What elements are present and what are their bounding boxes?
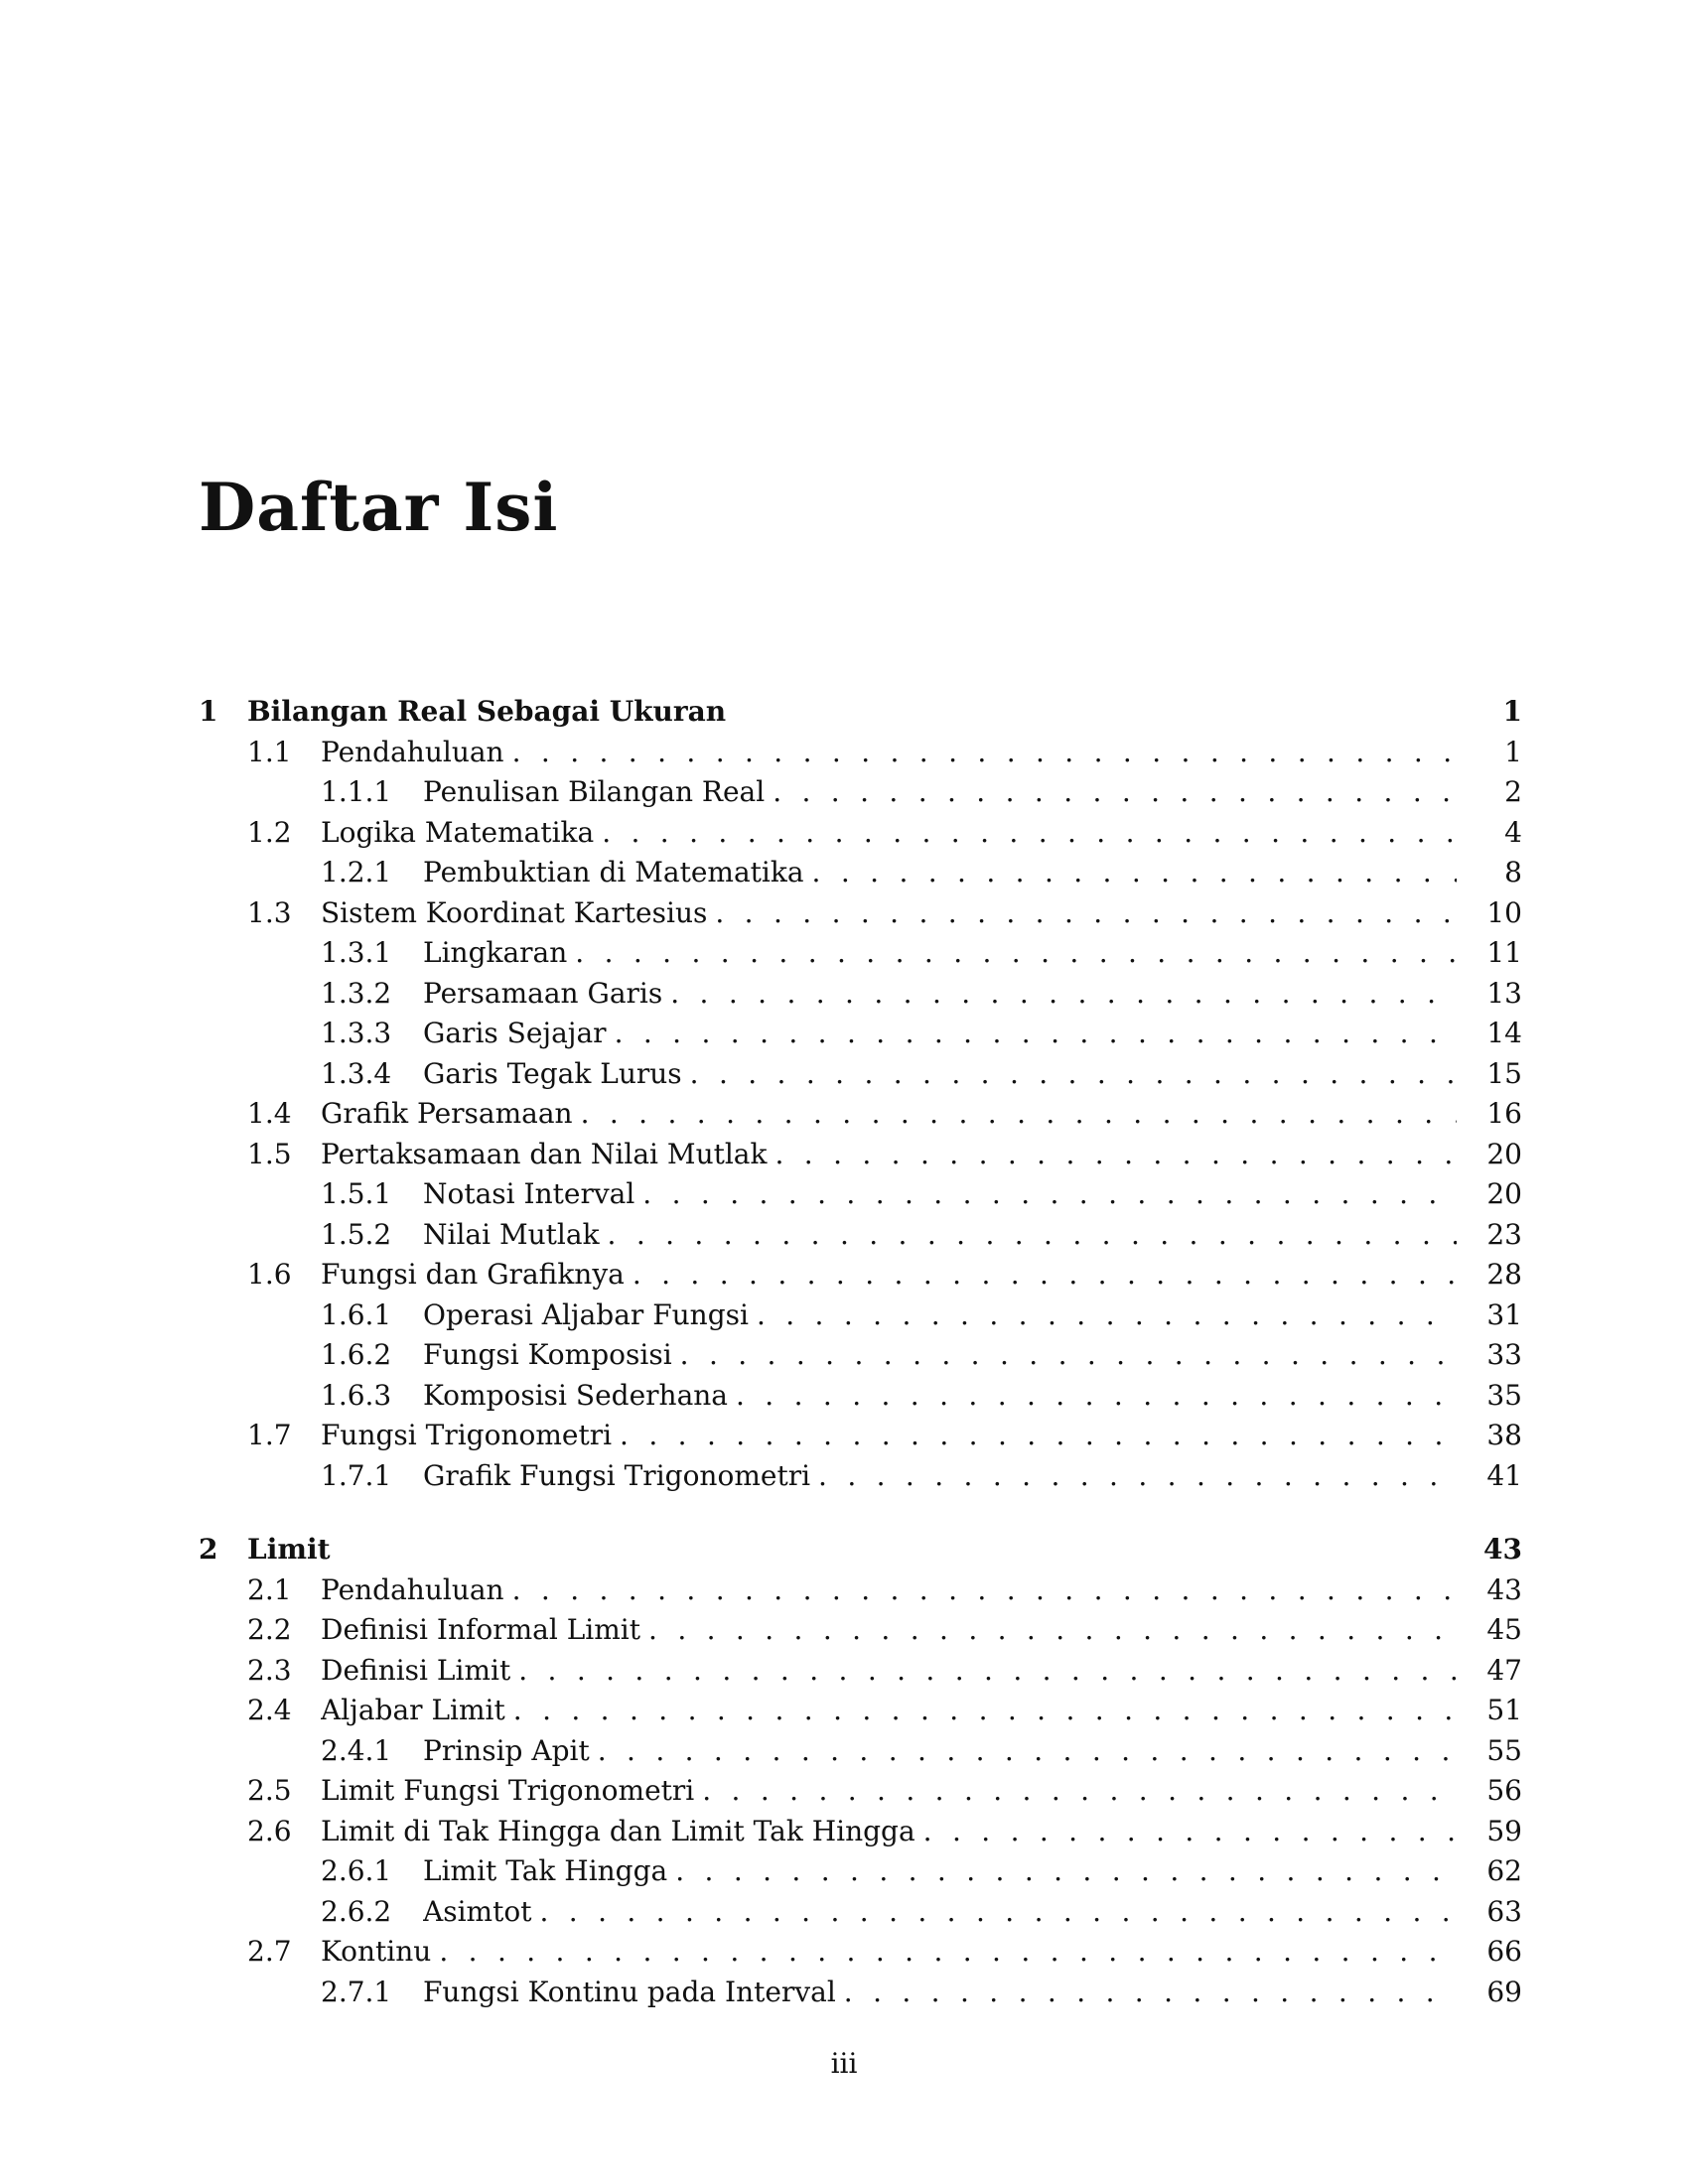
toc-entry-number: 2.6	[247, 1814, 292, 1847]
toc-entry-page-number: 38	[1486, 1419, 1522, 1451]
toc-entry-number: 1.5	[247, 1137, 292, 1170]
toc-entry-number: 2.7.1	[321, 1975, 392, 2008]
toc-subsection-row[interactable]	[199, 1335, 1522, 1376]
toc-entry-title: Limit Fungsi Trigonometri	[321, 1771, 702, 1812]
toc-dot-leader	[715, 893, 1457, 934]
toc-section-row[interactable]	[199, 1255, 1522, 1296]
toc-entry-title: Fungsi Komposisi	[423, 1335, 680, 1376]
toc-entry-title: Komposisi Sederhana	[423, 1376, 736, 1417]
toc-dot-leader	[602, 813, 1457, 854]
toc-entry-page-number: 15	[1486, 1056, 1522, 1090]
toc-dot-leader	[818, 1456, 1457, 1497]
toc-section-row[interactable]	[199, 1691, 1522, 1731]
toc-entry-page-number: 28	[1486, 1258, 1522, 1291]
toc-dot-leader	[581, 1094, 1457, 1135]
toc-entry-title-wrap	[423, 1892, 1457, 1933]
toc-entry-title-wrap	[423, 974, 1457, 1015]
toc-entry-page-number: 13	[1486, 976, 1522, 1010]
toc-entry-title-wrap	[423, 1054, 1457, 1095]
toc-entry-title: Definisi Limit	[321, 1651, 518, 1692]
toc-section-row[interactable]	[199, 1932, 1522, 1973]
toc-entry-number: 1.6.1	[321, 1297, 392, 1331]
toc-entry-title-wrap	[423, 853, 1457, 893]
toc-entry-page-number: 20	[1486, 1177, 1522, 1210]
toc-entry-title: Garis Sejajar	[423, 1014, 615, 1054]
toc-entry-title: Limit Tak Hingga	[423, 1851, 675, 1892]
toc-entry-page-number: 43	[1483, 1533, 1522, 1566]
toc-entry-title-wrap	[321, 1691, 1457, 1731]
toc-section-row[interactable]	[199, 813, 1522, 854]
toc-subsection-row[interactable]	[199, 1456, 1522, 1497]
toc-subsection-row[interactable]	[199, 1973, 1522, 2013]
toc-entry-title: Persamaan Garis	[423, 974, 670, 1015]
toc-dot-leader	[844, 1973, 1457, 2013]
toc-entry-number: 1.2.1	[321, 856, 392, 888]
toc-section-row[interactable]	[199, 733, 1522, 773]
toc-entry-title-wrap	[321, 893, 1457, 934]
toc-section-row[interactable]	[199, 893, 1522, 934]
toc-entry-title: Sistem Koordinat Kartesius	[321, 893, 715, 934]
toc-section-row[interactable]	[199, 1135, 1522, 1175]
toc-dot-leader	[513, 1691, 1457, 1731]
toc-entry-number: 1.5.2	[321, 1217, 392, 1251]
toc-entry-number: 1.3.3	[321, 1017, 392, 1049]
toc-dot-leader	[648, 1610, 1457, 1651]
toc-entry-title: Operasi Aljabar Fungsi	[423, 1296, 757, 1336]
toc-entry-number: 1.3.1	[321, 936, 392, 969]
toc-entry-title: Prinsip Apit	[423, 1731, 598, 1772]
toc-dot-leader	[615, 1014, 1457, 1054]
toc-entry-title: Penulisan Bilangan Real	[423, 772, 773, 813]
toc-entry-page-number: 23	[1486, 1217, 1522, 1251]
toc-entry-page-number: 63	[1486, 1894, 1522, 1928]
toc-entry-title: Fungsi dan Grafiknya	[321, 1255, 633, 1296]
toc-dot-leader	[773, 772, 1457, 813]
toc-entry-title-wrap	[423, 1851, 1457, 1892]
toc-entry-page-number: 10	[1486, 895, 1522, 929]
toc-entry-page-number: 16	[1486, 1097, 1522, 1130]
toc-entry-number: 2.1	[247, 1572, 292, 1606]
toc-dot-leader	[512, 733, 1457, 773]
toc-entry-title: Aljabar Limit	[321, 1691, 513, 1731]
toc-entry-title-wrap	[321, 813, 1457, 854]
toc-entry-number: 1.6.3	[321, 1378, 392, 1412]
toc-entry-page-number: 4	[1504, 815, 1522, 849]
toc-entry-page-number: 43	[1486, 1572, 1522, 1606]
toc-entry-title-wrap	[423, 1731, 1457, 1772]
toc-entry-page-number: 2	[1504, 775, 1522, 808]
toc-chapter-row[interactable]	[199, 692, 1522, 733]
toc-entry-number: 1.7	[247, 1419, 292, 1451]
toc-entry-number: 1.5.1	[321, 1177, 392, 1210]
page-title: Daftar Isi	[199, 469, 559, 546]
toc-dot-leader	[670, 974, 1457, 1015]
toc-entry-page-number: 11	[1486, 936, 1522, 969]
toc-dot-leader	[539, 1892, 1457, 1933]
toc-entry-title: Asimtot	[423, 1892, 539, 1933]
toc-entry-number: 1.1	[247, 735, 292, 768]
toc-entry-page-number: 51	[1486, 1694, 1522, 1726]
toc-entry-title-wrap	[321, 1932, 1457, 1973]
toc-entry-number: 1.3.2	[321, 976, 392, 1010]
toc-dot-leader	[774, 1135, 1457, 1175]
toc-subsection-row[interactable]	[199, 1851, 1522, 1892]
table-of-contents	[199, 692, 1522, 2012]
toc-subsection-row[interactable]	[199, 1054, 1522, 1095]
toc-entry-page-number: 45	[1486, 1613, 1522, 1646]
toc-subsection-row[interactable]	[199, 1376, 1522, 1417]
toc-entry-page-number: 69	[1486, 1975, 1522, 2008]
toc-entry-title-wrap	[423, 1335, 1457, 1376]
toc-entry-number: 1.6	[247, 1258, 292, 1291]
toc-subsection-row[interactable]	[199, 933, 1522, 974]
toc-entry-number: 2.6.2	[321, 1894, 392, 1928]
toc-entry-page-number: 1	[1504, 735, 1522, 768]
toc-dot-leader	[702, 1771, 1457, 1812]
toc-entry-page-number: 33	[1486, 1338, 1522, 1371]
toc-entry-title-wrap	[321, 1255, 1457, 1296]
toc-dot-leader	[812, 853, 1457, 893]
toc-section-row[interactable]	[199, 1651, 1522, 1692]
toc-subsection-row[interactable]	[199, 1215, 1522, 1256]
toc-entry-title: Definisi Informal Limit	[321, 1610, 648, 1651]
toc-entry-title: Logika Matematika	[321, 813, 602, 854]
toc-entry-title-wrap	[321, 1771, 1457, 1812]
toc-entry-title-wrap	[423, 933, 1457, 974]
toc-dot-leader	[680, 1335, 1457, 1376]
toc-entry-title: Nilai Mutlak	[423, 1215, 608, 1256]
toc-entry-title-wrap	[321, 1651, 1457, 1692]
toc-entry-title: Garis Tegak Lurus	[423, 1054, 690, 1095]
toc-entry-title-wrap	[423, 1014, 1457, 1054]
toc-subsection-row[interactable]	[199, 772, 1522, 813]
toc-entry-title-wrap	[321, 1610, 1457, 1651]
toc-entry-title: Limit di Tak Hingga dan Limit Tak Hingga	[321, 1812, 923, 1852]
toc-dot-leader	[608, 1215, 1457, 1256]
toc-entry-title-wrap	[321, 1135, 1457, 1175]
toc-dot-leader	[518, 1651, 1457, 1692]
toc-subsection-row[interactable]	[199, 1174, 1522, 1215]
toc-subsection-row[interactable]	[199, 974, 1522, 1015]
toc-entry-title-wrap	[423, 1456, 1457, 1497]
toc-dot-leader	[923, 1812, 1457, 1852]
toc-dot-leader	[598, 1731, 1457, 1772]
toc-entry-page-number: 62	[1486, 1854, 1522, 1887]
toc-entry-title: Bilangan Real Sebagai Ukuran	[247, 692, 734, 733]
toc-entry-page-number: 56	[1486, 1774, 1522, 1807]
toc-entry-title-wrap	[423, 1215, 1457, 1256]
toc-entry-number: 1.6.2	[321, 1338, 392, 1371]
toc-entry-number: 1.3.4	[321, 1056, 392, 1090]
toc-entry-number: 1.2	[247, 815, 292, 849]
toc-entry-page-number: 59	[1486, 1814, 1522, 1847]
toc-dot-leader	[736, 1376, 1457, 1417]
toc-entry-title-wrap	[423, 772, 1457, 813]
toc-entry-number: 2.4.1	[321, 1733, 392, 1767]
toc-subsection-row[interactable]	[199, 1014, 1522, 1054]
toc-entry-title-wrap	[423, 1296, 1457, 1336]
toc-entry-title-wrap	[321, 1812, 1457, 1852]
toc-entry-page-number: 31	[1486, 1297, 1522, 1331]
toc-entry-title-wrap	[321, 1094, 1457, 1135]
toc-entry-number: 1.1.1	[321, 775, 392, 808]
toc-entry-title: Notasi Interval	[423, 1174, 642, 1215]
toc-dot-leader	[439, 1932, 1457, 1973]
toc-entry-page-number: 47	[1486, 1653, 1522, 1687]
toc-entry-title-wrap	[247, 1530, 1457, 1570]
toc-section-row[interactable]	[199, 1416, 1522, 1456]
toc-dot-leader	[575, 933, 1457, 974]
toc-entry-number: 2.6.1	[321, 1854, 392, 1887]
toc-dot-leader	[633, 1255, 1457, 1296]
toc-dot-leader	[690, 1054, 1457, 1095]
toc-dot-leader	[675, 1851, 1457, 1892]
toc-entry-number: 2.3	[247, 1653, 292, 1687]
toc-entry-page-number: 35	[1486, 1378, 1522, 1412]
toc-section-row[interactable]	[199, 1812, 1522, 1852]
toc-entry-number: 1.7.1	[321, 1458, 392, 1492]
toc-entry-title-wrap	[321, 1570, 1457, 1611]
toc-dot-leader	[757, 1296, 1457, 1336]
toc-subsection-row[interactable]	[199, 1892, 1522, 1933]
toc-entry-title: Grafik Fungsi Trigonometri	[423, 1456, 818, 1497]
toc-subsection-row[interactable]	[199, 853, 1522, 893]
toc-entry-title-wrap	[423, 1973, 1457, 2013]
toc-entry-title-wrap	[321, 733, 1457, 773]
toc-subsection-row[interactable]	[199, 1296, 1522, 1336]
toc-entry-title: Pendahuluan	[321, 1570, 512, 1611]
toc-dot-leader	[512, 1570, 1457, 1611]
toc-entry-page-number: 1	[1502, 695, 1522, 728]
toc-dot-leader	[642, 1174, 1457, 1215]
toc-entry-number: 2	[199, 1533, 218, 1566]
toc-entry-page-number: 41	[1486, 1458, 1522, 1492]
toc-section-row[interactable]	[199, 1094, 1522, 1135]
toc-entry-number: 2.7	[247, 1935, 292, 1968]
toc-entry-title-wrap	[247, 692, 1457, 733]
toc-section-row[interactable]	[199, 1771, 1522, 1812]
toc-entry-title: Fungsi Kontinu pada Interval	[423, 1973, 844, 2013]
toc-entry-title: Kontinu	[321, 1932, 439, 1973]
toc-entry-number: 1.3	[247, 895, 292, 929]
toc-dot-leader	[620, 1416, 1457, 1456]
toc-entry-title: Limit	[247, 1530, 339, 1570]
toc-entry-title: Pembuktian di Matematika	[423, 853, 812, 893]
toc-entry-title-wrap	[423, 1376, 1457, 1417]
toc-entry-page-number: 20	[1486, 1137, 1522, 1170]
toc-entry-number: 1.4	[247, 1097, 292, 1130]
toc-entry-title-wrap	[321, 1416, 1457, 1456]
toc-entry-page-number: 55	[1486, 1733, 1522, 1767]
toc-entry-title: Fungsi Trigonometri	[321, 1416, 620, 1456]
toc-entry-page-number: 8	[1504, 856, 1522, 888]
toc-entry-title: Lingkaran	[423, 933, 575, 974]
toc-entry-title-wrap	[423, 1174, 1457, 1215]
toc-entry-number: 2.5	[247, 1774, 292, 1807]
toc-entry-title: Pendahuluan	[321, 733, 512, 773]
toc-section-row[interactable]	[199, 1610, 1522, 1651]
toc-chapter-row[interactable]	[199, 1530, 1522, 1570]
toc-entry-number: 2.4	[247, 1694, 292, 1726]
footer-page-number: iii	[830, 2047, 858, 2080]
toc-subsection-row[interactable]	[199, 1731, 1522, 1772]
toc-entry-title: Grafik Persamaan	[321, 1094, 581, 1135]
toc-entry-title: Pertaksamaan dan Nilai Mutlak	[321, 1135, 774, 1175]
toc-entry-page-number: 14	[1486, 1017, 1522, 1049]
toc-entry-number: 2.2	[247, 1613, 292, 1646]
toc-entry-page-number: 66	[1486, 1935, 1522, 1968]
toc-section-row[interactable]	[199, 1570, 1522, 1611]
toc-entry-number: 1	[199, 695, 218, 728]
